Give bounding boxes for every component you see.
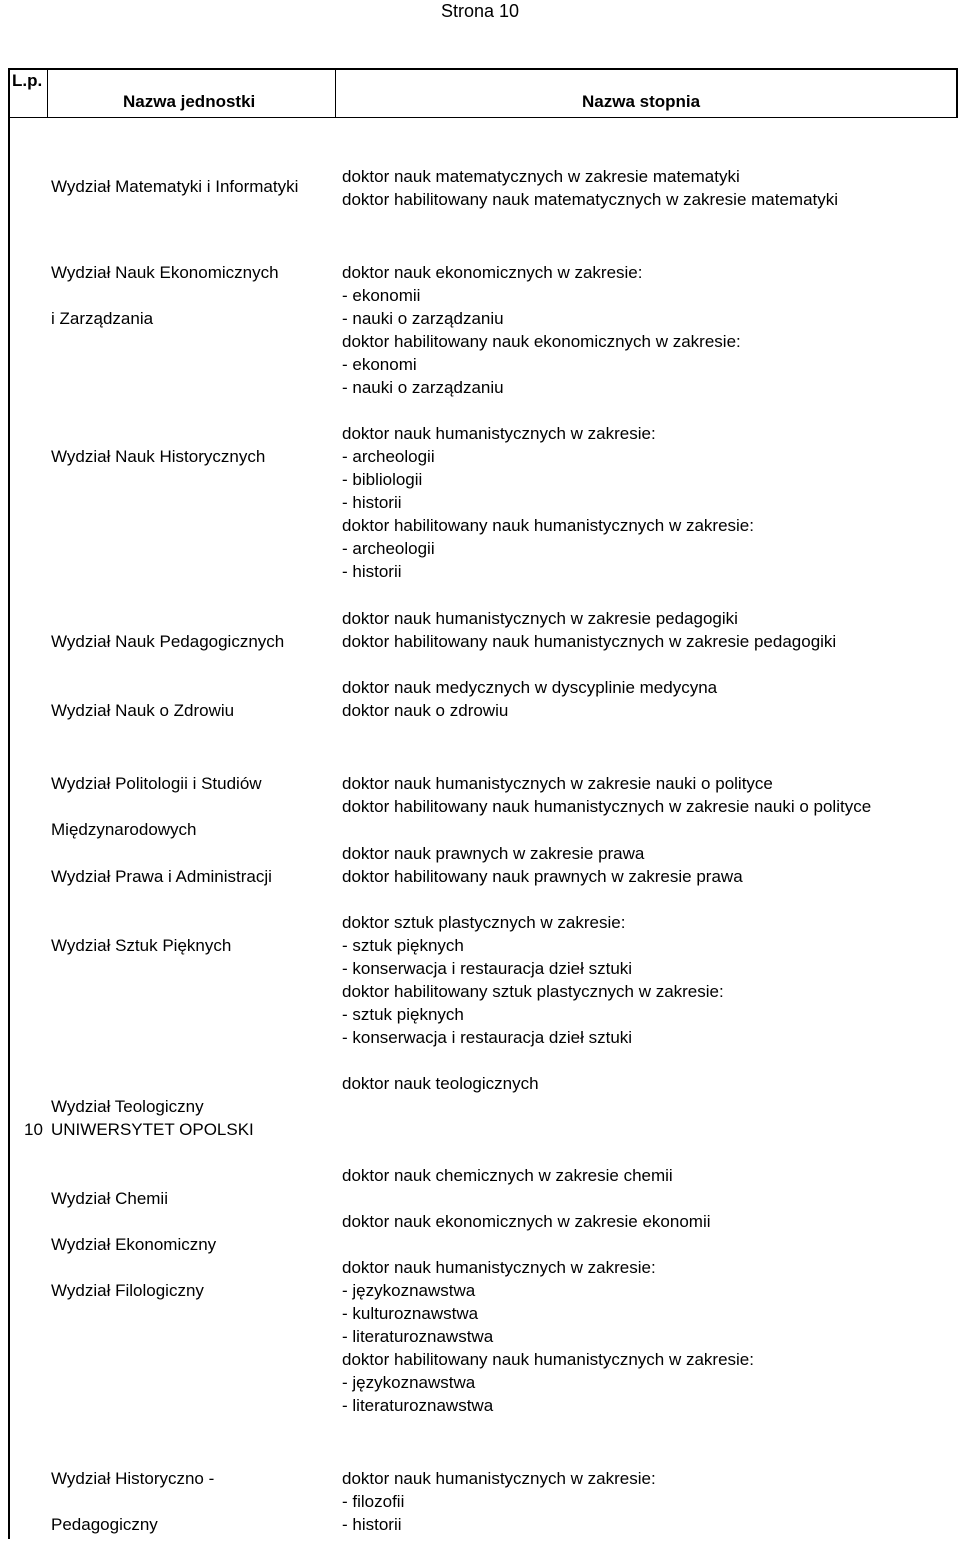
degree-line: doktor habilitowany nauk humanistycznych w zakresie: bbox=[342, 516, 754, 535]
degree-line: doktor nauk humanistycznych w zakresie nauki o polityce bbox=[342, 774, 773, 793]
degree-line: doktor habilitowany sztuk plastycznych w zakresie: bbox=[342, 982, 724, 1001]
degree-line: doktor nauk ekonomicznych w zakresie ekonomii bbox=[342, 1212, 711, 1231]
unit-line: i Zarządzania bbox=[51, 309, 154, 328]
unit-line: Wydział Politologii i Studiów bbox=[51, 774, 262, 793]
table-right-border bbox=[956, 68, 958, 118]
degree-line: - językoznawstwa bbox=[342, 1373, 476, 1392]
header-bottom-border bbox=[8, 117, 958, 118]
unit-line: Wydział Matematyki i Informatyki bbox=[51, 177, 299, 196]
unit-name bbox=[51, 1444, 214, 1559]
unit-line: Wydział Nauk Ekonomicznych bbox=[51, 263, 279, 282]
degree-line: doktor nauk humanistycznych w zakresie pedagogiki bbox=[342, 609, 738, 628]
degree-line: doktor nauk o zdrowiu bbox=[342, 701, 509, 720]
unit-name bbox=[51, 842, 272, 911]
header-divider-1 bbox=[47, 69, 48, 118]
degree-line: - archeologii bbox=[342, 447, 435, 466]
unit-name bbox=[51, 422, 265, 491]
unit-line: Wydział Historyczno - bbox=[51, 1469, 215, 1488]
degree-line: - filozofii bbox=[342, 1492, 405, 1511]
degree-line: - historii bbox=[342, 493, 402, 512]
unit-name bbox=[51, 676, 234, 745]
degree-line: doktor nauk matematycznych w zakresie matematyki bbox=[342, 167, 740, 186]
degree-line: - konserwacja i restauracja dzieł sztuki bbox=[342, 959, 633, 978]
unit-name bbox=[51, 1256, 204, 1325]
header-unit-name: Nazwa jednostki bbox=[123, 92, 256, 111]
degree-line: - bibliologii bbox=[342, 470, 423, 489]
unit-name bbox=[51, 152, 298, 221]
degree-list bbox=[342, 1467, 656, 1536]
degree-line: - literaturoznawstwa bbox=[342, 1327, 494, 1346]
degree-list bbox=[342, 842, 743, 888]
degree-list bbox=[342, 1210, 711, 1233]
degree-line: - sztuk pięknych bbox=[342, 936, 464, 955]
university-name: UNIWERSYTET OPOLSKI bbox=[51, 1120, 254, 1139]
table-left-border bbox=[8, 68, 10, 1539]
degree-line: - konserwacja i restauracja dzieł sztuki bbox=[342, 1028, 633, 1047]
degree-list bbox=[342, 165, 838, 211]
unit-line: Wydział Nauk Pedagogicznych bbox=[51, 632, 285, 651]
degree-line: doktor nauk prawnych w zakresie prawa bbox=[342, 844, 645, 863]
degree-line: doktor habilitowany nauk ekonomicznych w zakresie: bbox=[342, 332, 741, 351]
degree-line: - archeologii bbox=[342, 539, 435, 558]
university-number: 10 bbox=[24, 1120, 43, 1139]
degree-list bbox=[342, 1256, 754, 1417]
unit-line: Wydział Ekonomiczny bbox=[51, 1235, 217, 1254]
degree-list bbox=[342, 261, 741, 399]
header-degree-name: Nazwa stopnia bbox=[582, 92, 701, 111]
degree-list bbox=[342, 911, 724, 1049]
degree-line: doktor sztuk plastycznych w zakresie: bbox=[342, 913, 626, 932]
degree-line: - nauki o zarządzaniu bbox=[342, 378, 504, 397]
unit-name bbox=[51, 911, 231, 980]
degree-line: doktor habilitowany nauk humanistycznych w zakresie pedagogiki bbox=[342, 632, 837, 651]
unit-name bbox=[51, 238, 279, 353]
unit-name bbox=[51, 607, 284, 676]
degree-list bbox=[342, 772, 871, 818]
degree-line: - językoznawstwa bbox=[342, 1281, 476, 1300]
degree-list bbox=[342, 1164, 673, 1187]
header-lp: L.p. bbox=[12, 71, 43, 90]
degree-line: - historii bbox=[342, 562, 402, 581]
unit-line: Wydział Teologiczny bbox=[51, 1097, 204, 1116]
degree-line: doktor habilitowany nauk prawnych w zakresie prawa bbox=[342, 867, 743, 886]
degree-line: - literaturoznawstwa bbox=[342, 1396, 494, 1415]
degree-line: doktor nauk humanistycznych w zakresie: bbox=[342, 1258, 656, 1277]
degree-line: doktor nauk teologicznych bbox=[342, 1074, 539, 1093]
unit-line: Wydział Nauk Historycznych bbox=[51, 447, 266, 466]
degree-line: - nauki o zarządzaniu bbox=[342, 309, 504, 328]
degree-line: doktor nauk humanistycznych w zakresie: bbox=[342, 1469, 656, 1488]
unit-line: Wydział Prawa i Administracji bbox=[51, 867, 272, 886]
degree-line: - ekonomi bbox=[342, 355, 417, 374]
degree-line: - historii bbox=[342, 1515, 402, 1534]
unit-line: Wydział Nauk o Zdrowiu bbox=[51, 701, 235, 720]
degree-line: doktor habilitowany nauk humanistycznych w zakresie: bbox=[342, 1350, 754, 1369]
degree-line: doktor nauk ekonomicznych w zakresie: bbox=[342, 263, 643, 282]
degree-list bbox=[342, 1072, 539, 1095]
page-number: Strona 10 bbox=[440, 1, 520, 21]
degree-list bbox=[342, 607, 836, 653]
header-divider-2 bbox=[335, 69, 336, 118]
degree-line: - ekonomii bbox=[342, 286, 421, 305]
table-top-border bbox=[8, 68, 958, 70]
degree-line: - kulturoznawstwa bbox=[342, 1304, 479, 1323]
unit-line: Wydział Filologiczny bbox=[51, 1281, 204, 1300]
unit-line: Międzynarodowych bbox=[51, 820, 197, 839]
degree-list bbox=[342, 422, 754, 583]
degree-line: doktor habilitowany nauk matematycznych w zakresie matematyki bbox=[342, 190, 839, 209]
degree-line: doktor nauk medycznych w dyscyplinie medycyna bbox=[342, 678, 718, 697]
degree-line: - sztuk pięknych bbox=[342, 1005, 464, 1024]
degree-line: doktor nauk humanistycznych w zakresie: bbox=[342, 424, 656, 443]
unit-line: Pedagogiczny bbox=[51, 1515, 158, 1534]
degree-line: doktor habilitowany nauk humanistycznych w zakresie nauki o polityce bbox=[342, 797, 872, 816]
unit-line: Wydział Sztuk Pięknych bbox=[51, 936, 232, 955]
degree-line: doktor nauk chemicznych w zakresie chemii bbox=[342, 1166, 673, 1185]
degree-list bbox=[342, 676, 717, 722]
unit-line: Wydział Chemii bbox=[51, 1189, 168, 1208]
